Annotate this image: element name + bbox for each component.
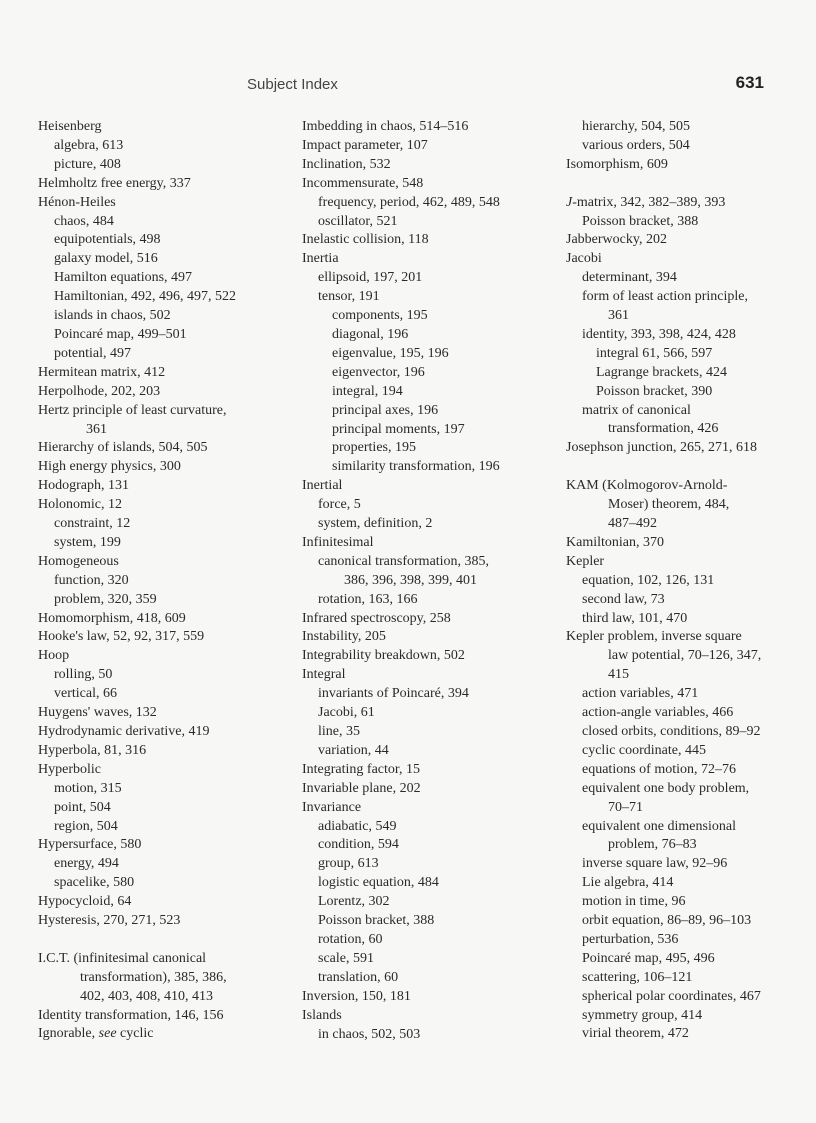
index-continuation: law potential, 70–126, 347, xyxy=(608,648,762,664)
index-subentry: Poincaré map, 495, 496 xyxy=(582,950,715,966)
index-subentry: Lagrange brackets, 424 xyxy=(596,364,727,380)
index-subentry: Poisson bracket, 388 xyxy=(582,213,699,229)
index-subentry: Lorentz, 302 xyxy=(318,894,390,910)
index-subentry: equipotentials, 498 xyxy=(54,232,161,248)
index-entry: Hydrodynamic derivative, 419 xyxy=(38,724,210,739)
index-subentry: rolling, 50 xyxy=(54,667,113,683)
index-entry: Inelastic collision, 118 xyxy=(302,232,429,248)
index-subentry: potential, 497 xyxy=(54,345,131,361)
index-subentry: motion, 315 xyxy=(54,780,122,796)
index-entry: Inertia xyxy=(302,251,339,267)
index-entry: Inclination, 532 xyxy=(302,156,391,172)
index-subentry: inverse square law, 92–96 xyxy=(582,856,728,872)
index-subentry: variation, 44 xyxy=(318,742,389,758)
index-subentry: motion in time, 96 xyxy=(582,894,686,910)
index-entry: Ignorable, see cyclic xyxy=(38,1026,154,1042)
index-continuation: 415 xyxy=(608,667,629,683)
index-entry: Hodograph, 131 xyxy=(38,478,129,494)
index-entry: Helmholtz free energy, 337 xyxy=(38,175,191,191)
index-entry: J-matrix, 342, 382–389, 393 xyxy=(566,194,726,210)
index-subentry: Lie algebra, 414 xyxy=(582,875,674,891)
index-subentry: line, 35 xyxy=(318,724,360,739)
index-subentry: force, 5 xyxy=(318,497,361,513)
index-entry: Invariable plane, 202 xyxy=(302,780,421,796)
index-entry: Kepler problem, inverse square xyxy=(566,629,742,645)
index-subentry: spacelike, 580 xyxy=(54,875,135,891)
index-subentry: algebra, 613 xyxy=(54,137,124,153)
index-entry: Hertz principle of least curvature, xyxy=(38,402,227,418)
index-subentry: condition, 594 xyxy=(318,837,399,853)
index-entry: Hyperbola, 81, 316 xyxy=(38,742,147,758)
index-subentry: perturbation, 536 xyxy=(582,931,679,947)
index-entry: Impact parameter, 107 xyxy=(302,137,428,153)
index-subentry: determinant, 394 xyxy=(582,270,677,286)
index-subentry: scale, 591 xyxy=(318,950,374,966)
index-entry: Holonomic, 12 xyxy=(38,497,122,513)
index-subentry: equivalent one body problem, xyxy=(582,780,750,796)
index-subentry: Poisson bracket, 390 xyxy=(596,383,713,399)
index-gap xyxy=(38,931,288,950)
index-subentry: integral, 194 xyxy=(332,383,403,399)
index-subentry: galaxy model, 516 xyxy=(54,251,158,267)
index-entry: Jabberwocky, 202 xyxy=(566,232,667,248)
index-entry: Kamiltonian, 370 xyxy=(566,534,664,550)
index-subentry: identity, 393, 398, 424, 428 xyxy=(582,326,736,342)
index-continuation: 70–71 xyxy=(608,799,643,815)
index-continuation: 361 xyxy=(608,308,629,324)
index-entry: Hypersurface, 580 xyxy=(38,837,142,853)
index-subentry: Jacobi, 61 xyxy=(318,705,375,721)
index-subentry: third law, 101, 470 xyxy=(582,610,688,626)
index-subentry: eigenvector, 196 xyxy=(332,364,425,380)
index-entry: Hierarchy of islands, 504, 505 xyxy=(38,440,208,456)
index-subentry: adiabatic, 549 xyxy=(318,818,397,834)
index-subentry: system, definition, 2 xyxy=(318,516,433,532)
index-subentry: Hamiltonian, 492, 496, 497, 522 xyxy=(54,289,236,305)
index-subentry: cyclic coordinate, 445 xyxy=(582,742,707,758)
index-subentry: function, 320 xyxy=(54,572,129,588)
index-subentry: scattering, 106–121 xyxy=(582,969,693,985)
index-column-1 xyxy=(38,118,288,1044)
index-subentry: eigenvalue, 195, 196 xyxy=(332,345,449,361)
index-entry: Herpolhode, 202, 203 xyxy=(38,383,161,399)
index-continuation: transformation, 426 xyxy=(608,421,719,437)
index-entry: Imbedding in chaos, 514–516 xyxy=(302,119,469,134)
index-entry: KAM (Kolmogorov-Arnold- xyxy=(566,478,728,494)
index-entry: Isomorphism, 609 xyxy=(566,156,668,172)
index-subentry: various orders, 504 xyxy=(582,137,690,153)
index-subentry: spherical polar coordinates, 467 xyxy=(582,988,761,1004)
index-subentry: point, 504 xyxy=(54,799,111,815)
running-header-title: Subject Index xyxy=(247,76,338,93)
index-subentry: energy, 494 xyxy=(54,856,119,872)
index-entry: Homogeneous xyxy=(38,553,119,569)
index-entry: High energy physics, 300 xyxy=(38,459,181,475)
index-subentry: similarity transformation, 196 xyxy=(332,459,500,475)
index-entry: Integrability breakdown, 502 xyxy=(302,648,465,664)
index-entry: Kepler xyxy=(566,553,605,569)
index-subentry: form of least action principle, xyxy=(582,289,748,305)
index-entry: Incommensurate, 548 xyxy=(302,175,424,191)
index-subentry: rotation, 60 xyxy=(318,931,383,947)
index-subentry: principal axes, 196 xyxy=(332,402,439,418)
index-subentry: action variables, 471 xyxy=(582,686,699,702)
index-entry: Infinitesimal xyxy=(302,534,374,550)
index-entry: Hermitean matrix, 412 xyxy=(38,364,166,380)
index-subentry: equivalent one dimensional xyxy=(582,818,736,834)
page-number: 631 xyxy=(735,73,764,92)
index-subentry: region, 504 xyxy=(54,818,118,834)
index-entry: Hyperbolic xyxy=(38,761,101,777)
index-subentry: integral 61, 566, 597 xyxy=(596,345,713,361)
index-subentry: hierarchy, 504, 505 xyxy=(582,119,690,134)
index-entry: Hooke's law, 52, 92, 317, 559 xyxy=(38,629,205,645)
index-subentry: in chaos, 502, 503 xyxy=(318,1026,421,1042)
index-entry: Homomorphism, 418, 609 xyxy=(38,610,186,626)
index-subentry: second law, 73 xyxy=(582,591,665,607)
index-subentry: canonical transformation, 385, xyxy=(318,553,490,569)
index-subentry: invariants of Poincaré, 394 xyxy=(318,686,469,702)
index-subentry: Hamilton equations, 497 xyxy=(54,270,193,286)
index-subentry: components, 195 xyxy=(332,308,428,324)
index-subentry: tensor, 191 xyxy=(318,289,380,305)
index-entry: Infrared spectroscopy, 258 xyxy=(302,610,451,626)
index-gap xyxy=(566,175,812,194)
index-continuation: 487–492 xyxy=(608,516,657,531)
index-entry: Hoop xyxy=(38,648,70,664)
index-entry: Invariance xyxy=(302,799,362,815)
index-subentry: system, 199 xyxy=(54,534,121,550)
index-entry: Instability, 205 xyxy=(302,629,386,645)
index-entry: Identity transformation, 146, 156 xyxy=(38,1007,224,1023)
index-subentry: islands in chaos, 502 xyxy=(54,308,171,324)
index-continuation: Moser) theorem, 484, xyxy=(608,497,730,513)
index-gap xyxy=(566,458,812,477)
index-subentry: symmetry group, 414 xyxy=(582,1007,703,1023)
index-subentry: problem, 320, 359 xyxy=(54,591,157,607)
index-subentry: virial theorem, 472 xyxy=(582,1026,689,1042)
index-subentry: frequency, period, 462, 489, 548 xyxy=(318,194,500,210)
index-subentry: constraint, 12 xyxy=(54,516,131,532)
index-column-3 xyxy=(566,118,812,1044)
index-subentry: action-angle variables, 466 xyxy=(582,705,734,721)
index-subentry: logistic equation, 484 xyxy=(318,875,439,891)
index-subentry: equations of motion, 72–76 xyxy=(582,761,736,777)
index-subentry: properties, 195 xyxy=(332,440,416,456)
index-subentry: matrix of canonical xyxy=(582,402,691,418)
index-subentry: chaos, 484 xyxy=(54,213,114,229)
index-subentry: closed orbits, conditions, 89–92 xyxy=(582,723,761,739)
index-subentry: Poisson bracket, 388 xyxy=(318,913,435,929)
index-subentry: rotation, 163, 166 xyxy=(318,591,418,607)
index-entry: Integrating factor, 15 xyxy=(302,761,421,777)
index-subentry: diagonal, 196 xyxy=(332,326,409,342)
index-entry: Integral xyxy=(302,667,346,683)
index-entry: Hysteresis, 270, 271, 523 xyxy=(38,913,181,929)
index-continuation: 386, 396, 398, 399, 401 xyxy=(344,572,477,588)
index-entry: Heisenberg xyxy=(38,119,102,134)
index-continuation: 402, 403, 408, 410, 413 xyxy=(80,988,213,1004)
index-column-2 xyxy=(302,118,552,1044)
index-entry: Huygens' waves, 132 xyxy=(38,705,157,721)
index-subentry: equation, 102, 126, 131 xyxy=(582,572,715,588)
index-subentry: translation, 60 xyxy=(318,969,399,985)
index-subentry: vertical, 66 xyxy=(54,686,117,702)
index-subentry: oscillator, 521 xyxy=(318,213,398,229)
index-entry: Jacobi xyxy=(566,251,602,267)
index-subentry: picture, 408 xyxy=(54,156,121,172)
index-subentry: Poincaré map, 499–501 xyxy=(54,326,187,342)
index-entry: Inertial xyxy=(302,478,343,494)
index-subentry: orbit equation, 86–89, 96–103 xyxy=(582,913,752,929)
index-entry: Inversion, 150, 181 xyxy=(302,988,411,1004)
index-entry: Hypocycloid, 64 xyxy=(38,894,132,910)
index-continuation: transformation), 385, 386, xyxy=(80,969,227,985)
index-subentry: principal moments, 197 xyxy=(332,421,465,437)
index-continuation: 361 xyxy=(86,421,107,437)
index-continuation: problem, 76–83 xyxy=(608,837,697,853)
index-entry: Hénon-Heiles xyxy=(38,194,116,210)
index-subentry: group, 613 xyxy=(318,856,379,872)
index-entry: Islands xyxy=(302,1007,342,1023)
index-subentry: ellipsoid, 197, 201 xyxy=(318,270,423,286)
index-entry: I.C.T. (infinitesimal canonical xyxy=(38,950,207,966)
index-entry: Josephson junction, 265, 271, 618 xyxy=(566,440,757,456)
